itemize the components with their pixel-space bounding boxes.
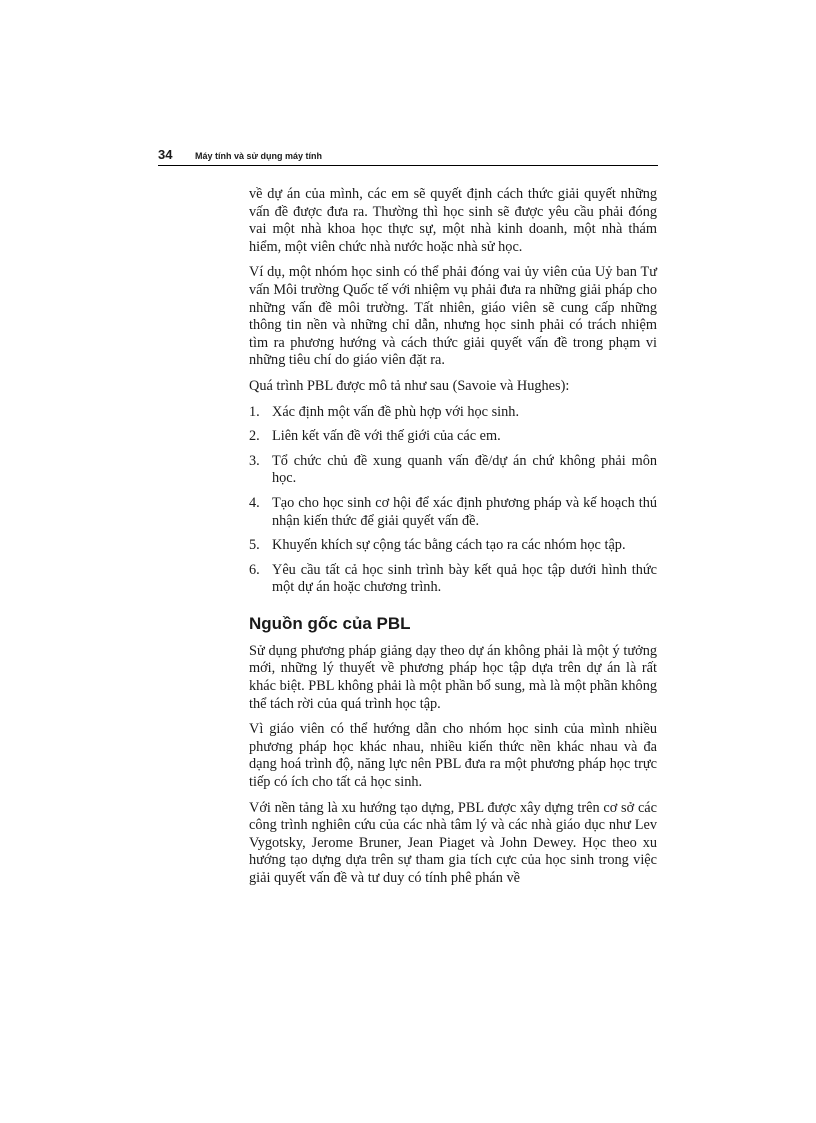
list-item — [249, 495, 657, 530]
paragraph: Ví dụ, một nhóm học sinh có thể phải đóng vai ủy viên của Uỷ ban Tư vấn Môi trường Quốc tế với nhiệm vụ phải đưa ra những giải pháp cho những vấn đề môi trường. Tất nhiên, giáo viên sẽ cung cấp những thông tin nền và những chỉ dẫn, nhưng học sinh phải có trách nhiệm tìm ra phương hướng và cách thức giải quyết vấn đề trong phạm vi những tiêu chí do giáo viên đặt ra. — [249, 264, 657, 369]
list-item-text: Liên kết vấn đề với thế giới của các em. — [272, 428, 501, 445]
list-item-text: Tổ chức chủ đề xung quanh vấn đề/dự án chứ không phải môn học. — [272, 452, 657, 487]
pbl-process-list — [249, 404, 657, 597]
page-body — [249, 186, 657, 888]
list-item-number: 1. — [249, 403, 260, 420]
list-item — [249, 537, 657, 555]
list-item — [249, 404, 657, 422]
paragraph: Với nền tảng là xu hướng tạo dựng, PBL được xây dựng trên cơ sở các công trình nghiên cứu của các nhà tâm lý và các nhà giáo dục như Lev Vygotsky, Jerome Bruner, Jean Piaget và John Dewey. Học theo xu hướng tạo dựng dựa trên sự tham gia tích cực của học sinh trong việc giải quyết vấn đề và tư duy có tính phê phán về — [249, 799, 657, 886]
list-item-number: 4. — [249, 494, 260, 511]
page-number: 34 — [158, 147, 173, 162]
paragraph: Sử dụng phương pháp giảng dạy theo dự án không phải là một ý tưởng mới, những lý thuyết về phương pháp học tập dựa trên dự án là rất khác biệt. PBL không phải là một phần bổ sung, mà là một phần không thể tách rời của quá trình học tập. — [249, 642, 657, 712]
page-header — [158, 148, 658, 166]
paragraph: Vì giáo viên có thể hướng dẫn cho nhóm học sinh của mình nhiều phương pháp học khác nhau, nhiều kiến thức nền khác nhau và đa dạng hoá trình độ, năng lực nên PBL đưa ra một phương pháp học trực tiếp có ích cho tất cả học sinh. — [249, 721, 657, 791]
list-item-number: 5. — [249, 537, 260, 554]
list-item-text: Xác định một vấn đề phù hợp với học sinh. — [272, 403, 520, 420]
list-item — [249, 562, 657, 597]
list-item-text: Khuyến khích sự cộng tác bằng cách tạo ra các nhóm học tập. — [272, 537, 626, 554]
section-heading: Nguồn gốc của PBL — [249, 613, 411, 633]
list-item-number: 3. — [249, 452, 260, 469]
list-item-text: Yêu cầu tất cả học sinh trình bày kết quả học tập dưới hình thức một dự án hoặc chương trình. — [272, 561, 657, 596]
paragraph: Quá trình PBL được mô tả như sau (Savoie và Hughes): — [249, 377, 570, 394]
list-item — [249, 428, 657, 446]
list-item-number: 6. — [249, 561, 260, 578]
list-item-text: Tạo cho học sinh cơ hội để xác định phương pháp và kế hoạch thú nhận kiến thức để giải quyết vấn đề. — [272, 494, 657, 529]
list-item-number: 2. — [249, 428, 260, 445]
paragraph: về dự án của mình, các em sẽ quyết định cách thức giải quyết những vấn đề được đưa ra. Thường thì học sinh sẽ được yêu cầu phải đóng vai một nhà khoa học thực sự, một nhà kinh doanh, một nhà thám hiểm, một viên chức nhà nước hoặc nhà sử học. — [249, 186, 657, 255]
running-title: Máy tính và sử dụng máy tính — [195, 151, 323, 161]
list-item — [249, 453, 657, 488]
